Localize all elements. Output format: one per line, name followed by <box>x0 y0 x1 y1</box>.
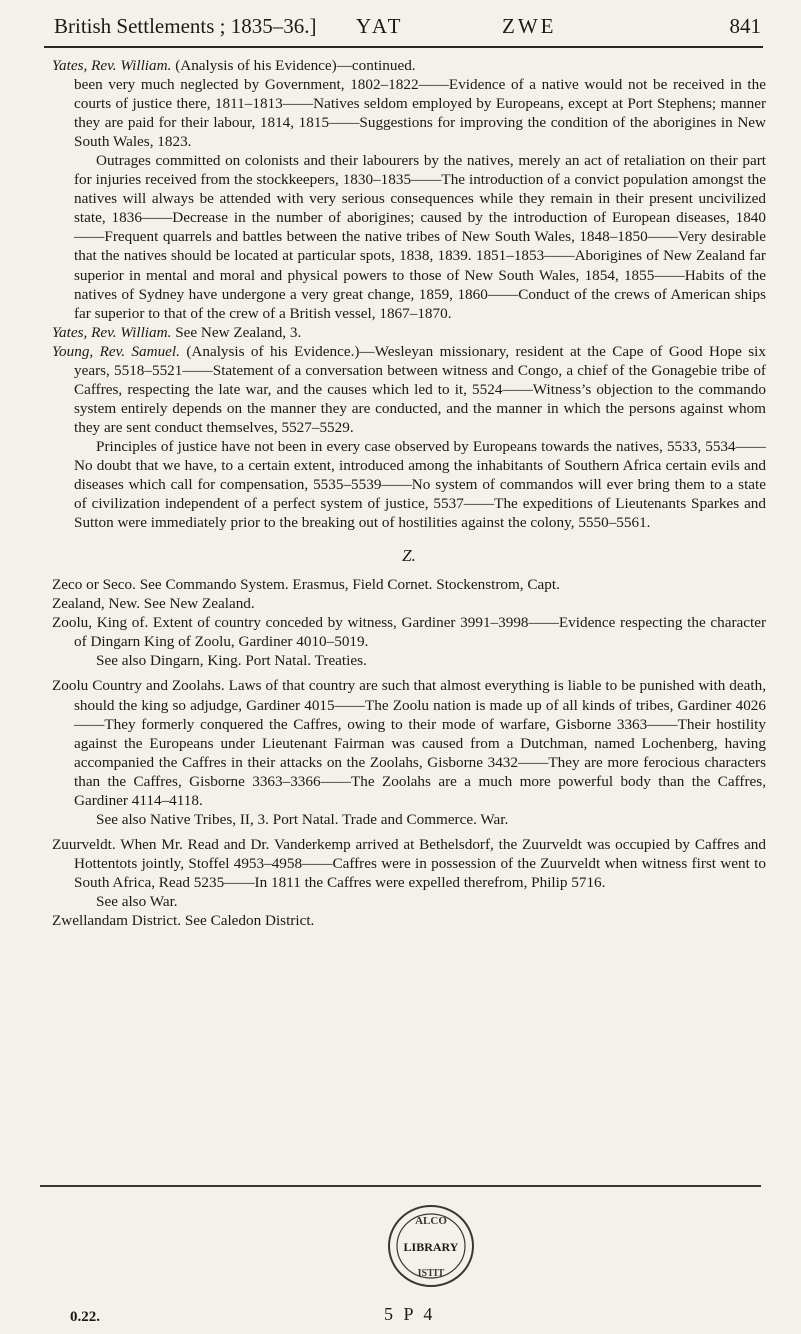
header-catchword-end: ZWE <box>502 14 557 38</box>
entry-young <box>52 342 766 437</box>
running-header <box>54 14 761 44</box>
page-number: 841 <box>729 14 761 38</box>
signature-mark: 5 P 4 <box>384 1304 436 1324</box>
stamp-bottom: ISTIT <box>417 1268 445 1279</box>
entry-zoolu-king: Zoolu, King of. Extent of country conceded by witness, Gardiner 3991–3998——Evidence respecting the character of Dingarn King of Zoolu, Gardiner 4010–5019. <box>52 614 766 651</box>
entry-text: (Analysis of his Evidence.)—Wesleyan missionary, resident at the Cape of Good Hope six years, 5518–5521——Statement of a conversation between witness and Congo, a chief of the Gonagebie tribe of Caffres, respecting the late war, and the causes which led to it, 5524——Witness’s objection to the commando system entirely depends on the manner they are conducted, and the manner in which the persons against whom they are sent conduct themselves, 5527–5529. <box>74 342 766 436</box>
header-title: British Settlements ; 1835–36.] <box>54 14 317 38</box>
entry-yates <box>52 56 766 75</box>
section-letter: Z. <box>402 546 416 566</box>
entry-zoolu-country: Zoolu Country and Zoolahs. Laws of that country are such that almost everything is liable to be punished with death, should the king so adjudge, Gardiner 4015——The Zoolu nation is made up of all kinds of tribes, Gardiner 4026——They formerly conquered the Caffres, owing to their mode of warfare, Gisborne 3363——Their hostility against the Europeans under Lieutenant Fairman was caused from a Dutchman, named Lochenberg, having accompanied the Caffres in their attacks on the Zoolahs, Gisborne 3432——They are more ferocious characters than the Caffres, Gisborne 3363–3366——The Zoolahs are a much more powerful body than the Caffres, Gardiner 4114–4118. <box>52 677 766 809</box>
entry-heading: Yates, Rev. William. <box>52 323 172 341</box>
entry-zeco: Zeco or Seco. See Commando System. Erasmus, Field Cornet. Stockenstrom, Capt. <box>52 576 560 594</box>
see-also: See also War. <box>96 892 178 910</box>
entry-heading: Yates, Rev. William. <box>52 57 172 74</box>
stamp-middle: LIBRARY <box>403 1240 459 1254</box>
header-catchword-start: YAT <box>356 14 404 38</box>
entry-zuurveldt: Zuurveldt. When Mr. Read and Dr. Vanderkemp arrived at Bethelsdorf, the Zuurveldt was occupied by Caffres and Hottentots jointly, Stoffel 4953–4958——Caffres were in possession of the Zuurveldt when witness first went to South Africa, Read 5235——In 1811 the Caffres were expelled therefrom, Philip 5716. <box>52 835 766 891</box>
stamp-top: ALCO <box>415 1215 447 1227</box>
bottom-rule <box>40 1185 761 1187</box>
entry-zealand: Zealand, New. See New Zealand. <box>52 595 255 613</box>
entry-yates-see <box>52 323 766 342</box>
cross-reference: See New Zealand, 3. <box>175 323 302 341</box>
entry-text: Principles of justice have not been in every case observed by Europeans towards the natives, 5533, 5534——No doubt that we have, to a certain extent, introduced among the inhabitants of Southern Africa certain evils and diseases which call for compensation, 5535–5539——No system of commandos will ever bring them to a state of civilization independent of a perfect system of justice, 5537——The expeditions of Lieutenants Sparkes and Sutton were immediately prior to the breaking out of hostilities against the colony, 5550–5561. <box>74 437 766 532</box>
see-also: See also Native Tribes, II, 3. Port Natal. Trade and Commerce. War. <box>96 810 509 828</box>
entry-heading: Young, Rev. Samuel. <box>52 342 180 360</box>
entry-text: Outrages committed on colonists and their labourers by the natives, merely an act of retaliation on their part for injuries received from the stockkeepers, 1830–1835——The introduction of a convict population amongst the natives will always be attended with very serious consequences while they remain in their present uncivilized state, 1836——Decrease in the number of aborigines; caused by the introduction of European diseases, 1840——Frequent quarrels and battles between the native tribes of New South Wales, 1848–1850——Very desirable that the natives should be located at particular spots, 1838, 1839. 1851–1853——Aborigines of New Zealand far superior in mental and moral and physical powers to those of New South Wales, 1854, 1855——Habits of the natives of Sydney have undergone a very great change, 1859, 1860——Conduct of the crews of American ships far superior to that of the crew of a British vessel, 1867–1870. <box>74 152 766 322</box>
footer-reference: 0.22. <box>70 1309 100 1325</box>
index-body <box>52 56 766 930</box>
library-stamp <box>384 1200 478 1292</box>
see-also: See also Dingarn, King. Port Natal. Treaties. <box>96 652 367 670</box>
entry-subheading: (Analysis of his Evidence)—continued. <box>175 57 416 74</box>
header-rule <box>44 46 763 48</box>
entry-text: been very much neglected by Government, 1802–1822——Evidence of a native would not be received in the courts of justice there, 1811–1813——Natives seldom employed by Europeans, except at Port Stephens; manner they are paid for their labour, 1814, 1815——Suggestions for improving the condition of the aborigines in New South Wales, 1823. <box>74 76 766 151</box>
entry-zwellandam: Zwellandam District. See Caledon District. <box>52 912 315 930</box>
